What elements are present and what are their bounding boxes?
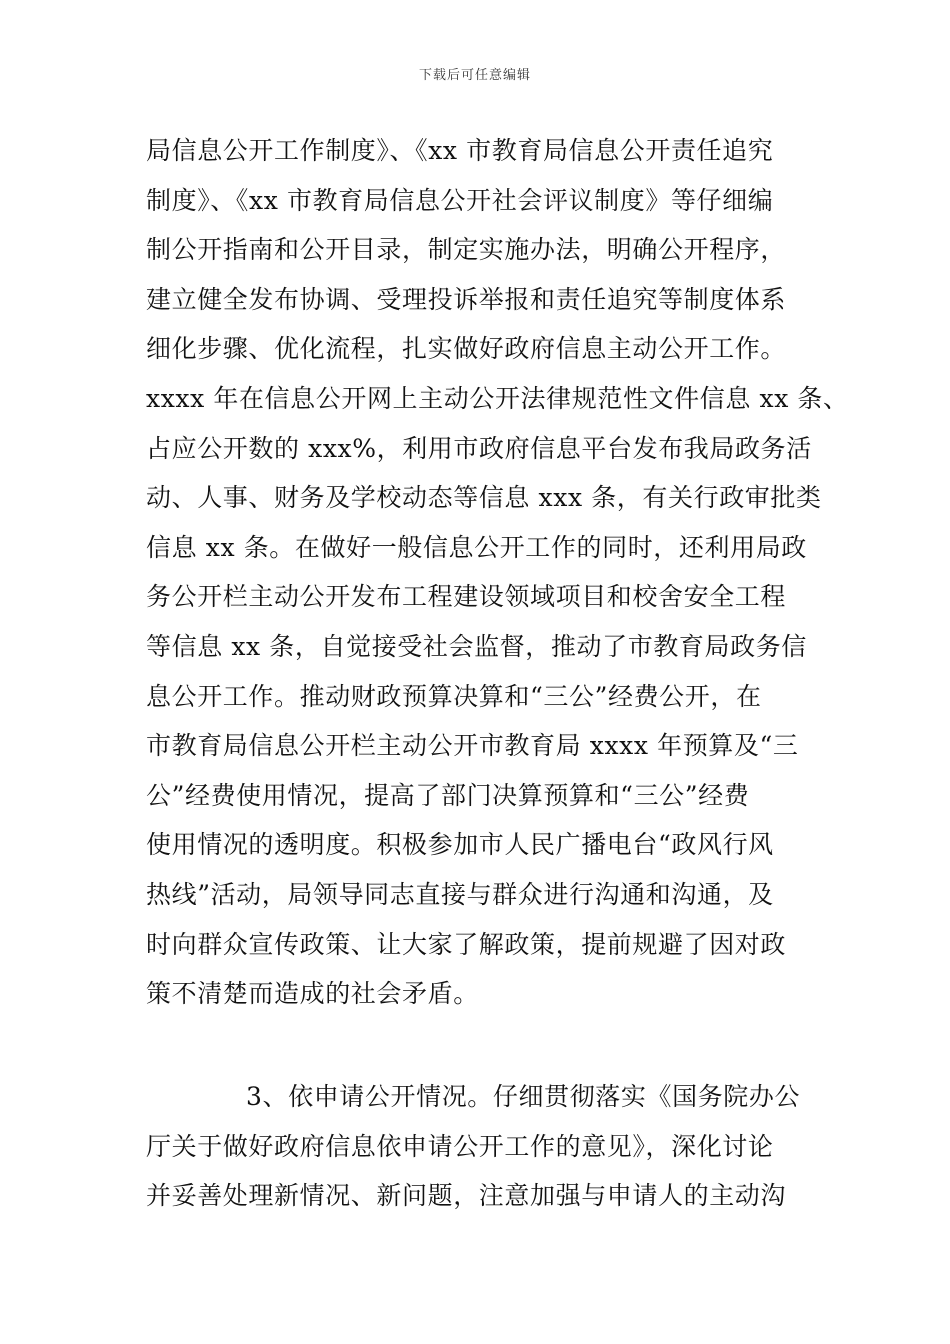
paragraph-section-3: [146, 1072, 826, 1221]
text-line: xxxx 年在信息公开网上主动公开法律规范性文件信息 xx 条、: [146, 383, 849, 413]
text-line: 策不清楚而造成的社会矛盾。: [146, 979, 479, 1009]
paragraph-main: [146, 126, 849, 1019]
text-line: 等信息 xx 条，自觉接受社会监督，推动了市教育局政务信: [146, 631, 807, 661]
text-line: 信息 xx 条。在做好一般信息公开工作的同时，还利用局政: [146, 532, 807, 562]
text-line: 息公开工作。推动财政预算决算和“三公”经费公开，在: [146, 681, 762, 711]
page-header: 下载后可任意编辑: [418, 68, 531, 83]
text-line: 占应公开数的 xxx%，利用市政府信息平台发布我局政务活: [146, 433, 812, 463]
text-line: 使用情况的透明度。积极参加市人民广播电台“政风行风: [146, 830, 774, 860]
text-line: 市教育局信息公开栏主动公开市教育局 xxxx 年预算及“三: [146, 731, 799, 761]
text-line: 细化步骤、优化流程，扎实做好政府信息主动公开工作。: [146, 334, 787, 364]
text-line: 局信息公开工作制度》、《xx 市教育局信息公开责任追究: [146, 136, 774, 165]
text-line: 并妥善处理新情况、新问题，注意加强与申请人的主动沟: [146, 1181, 787, 1211]
text-line: 制度》、《xx 市教育局信息公开社会评议制度》等仔细编: [146, 185, 774, 215]
text-line: 务公开栏主动公开发布工程建设领域项目和校舍安全工程: [146, 582, 787, 612]
text-line: 厅关于做好政府信息依申请公开工作的意见》，深化讨论: [146, 1131, 774, 1161]
text-line: 动、人事、财务及学校动态等信息 xxx 条，有关行政审批类: [146, 483, 822, 513]
text-line: 3、依申请公开情况。仔细贯彻落实《国务院办公: [246, 1082, 801, 1111]
text-line: 热线”活动，局领导同志直接与群众进行沟通和沟通，及: [146, 879, 774, 909]
text-line: 时向群众宣传政策、让大家了解政策，提前规避了因对政: [146, 929, 787, 959]
text-line: 制公开指南和公开目录，制定实施办法，明确公开程序，: [146, 235, 787, 265]
text-line: 建立健全发布协调、受理投诉举报和责任追究等制度体系: [146, 284, 787, 314]
text-line: 公”经费使用情况，提高了部门决算预算和“三公”经费: [146, 780, 750, 810]
